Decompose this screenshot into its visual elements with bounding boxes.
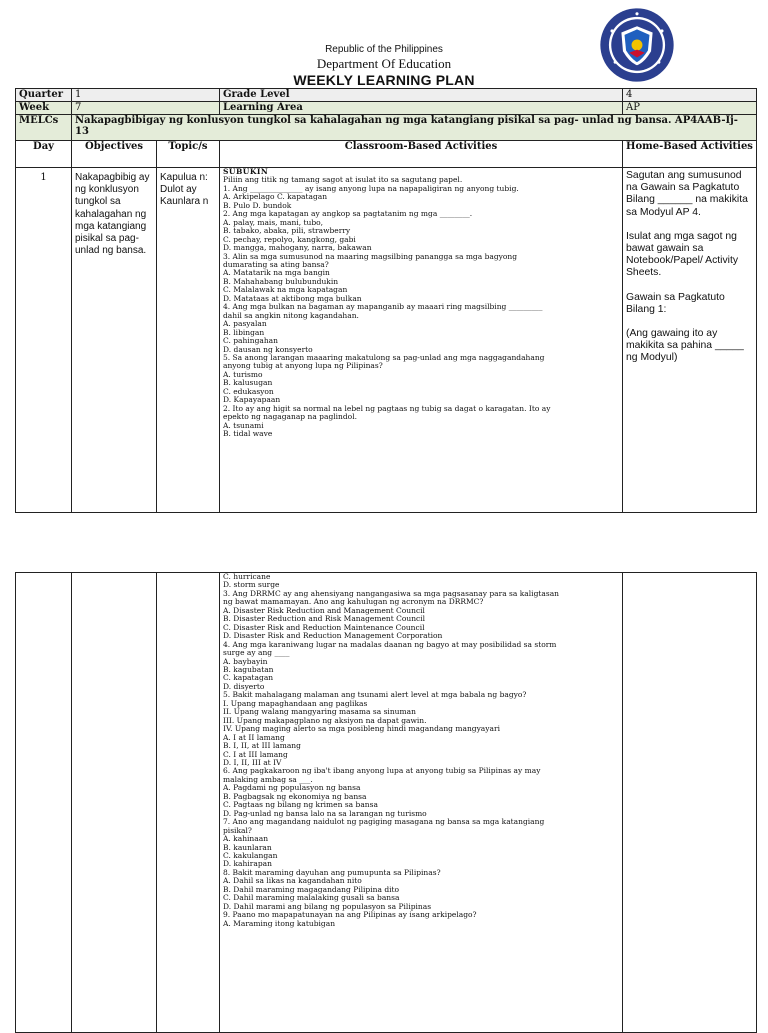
activity-line: A. tsunami (223, 420, 264, 430)
activity-line: C. I at III lamang (223, 749, 288, 759)
home-instruction: (Ang gawaing ito ay makikita sa pahina _____ ng Modyul) (626, 328, 744, 364)
department-line: Department Of Education (316, 56, 452, 71)
home-activities (623, 168, 757, 513)
activity-line: B. Disaster Reduction and Risk Management Council (223, 614, 426, 624)
activity-line: D. dausan ng konsyerto (223, 344, 313, 354)
activity-line: D. Dahil marami ang bilang ng populasyon sa Pilipinas (223, 901, 432, 911)
activity-line: B. Pagbagsak ng ekonomiya ng bansa (223, 791, 367, 801)
activity-line: 1. Ang ______________ ay isang anyong lupa na napapaligiran ng anyong tubig. (223, 183, 519, 193)
classroom-activities-continued (220, 573, 623, 1033)
home-instruction: Gawain sa Pagkatuto Bilang 1: (626, 291, 725, 315)
week-label: Week (16, 102, 72, 115)
activity-line: 8. Bakit maraming dayuhan ang pumupunta sa Pilipinas? (223, 867, 441, 877)
col-day: Day (16, 141, 72, 168)
activity-line: IV. Upang maging alerto sa mga posibleng hindi magandang mangyayari (223, 724, 500, 734)
activity-line: dahil sa angkin nitong kagandahan. (223, 310, 359, 320)
activity-line: ng bawat mamamayan. Ano ang kahulugan ng acronym na DRRMC? (223, 597, 484, 607)
quarter-value: 1 (72, 89, 220, 102)
activity-line: epekto ng nagaganap na paglindol. (223, 412, 357, 422)
activity-line: C. pahingahan (223, 336, 278, 346)
activity-line: C. Malalawak na mga kapatagan (223, 285, 348, 295)
table-row (16, 168, 757, 513)
weekly-plan-table (15, 88, 757, 513)
col-objectives: Objectives (72, 141, 157, 168)
week-value: 7 (72, 102, 220, 115)
activity-line: B. I, II, at III lamang (223, 741, 301, 751)
activity-line: C. edukasyon (223, 386, 274, 396)
activity-line: D. storm surge (223, 580, 280, 590)
activity-line: D. I, II, III at IV (223, 757, 282, 767)
weekly-plan-table-continued (15, 572, 757, 1033)
activity-line: D. mangga, mahogany, narra, bakawan (223, 243, 372, 253)
grade-label: Grade Level (220, 89, 623, 102)
activity-line: 4. Ang mga karaniwang lugar na madalas daanan ng bagyo at may posibilidad sa storm (223, 639, 557, 649)
table-row (16, 573, 757, 1033)
home-instruction: Isulat ang mga sagot ng bawat gawain sa Notebook/Papel/ Activity Sheets. (626, 230, 739, 279)
activity-line: C. kapatagan (223, 673, 274, 683)
activity-line: A. palay, mais, mani, tubo, (223, 217, 324, 227)
activity-line: D. kahirapan (223, 859, 272, 869)
activity-line: B. kaunlaran (223, 842, 272, 852)
col-home: Home-Based Activities (623, 141, 757, 168)
activity-line: 7. Ano ang magandang naidulot ng pagiging masagana ng bansa sa mga katangiang (223, 817, 545, 827)
topic-cell-empty (157, 573, 220, 1033)
activity-line: 2. Ang mga kapatagan ay angkop sa pagtatanim ng mga ________. (223, 209, 473, 219)
republic-line: Republic of the Philippines (325, 44, 443, 55)
day-number: 1 (16, 168, 72, 513)
activity-line: A. Maraming itong katubigan (223, 918, 336, 928)
activity-line: A. Dahil sa likas na kagandahan nito (223, 876, 362, 886)
melcs-label: MELCs (16, 115, 72, 141)
activity-line: pisikal? (223, 825, 252, 835)
activity-line: III. Upang makapagplano ng aksiyon na dapat gawin. (223, 715, 427, 725)
activity-line: A. baybayin (223, 656, 268, 666)
activity-line: A. kahinaan (223, 834, 269, 844)
area-value: AP (623, 102, 757, 115)
activity-line: A. I at II lamang (223, 732, 285, 742)
activity-line: D. Disaster Risk and Reduction Management Corporation (223, 631, 443, 641)
home-cell-empty (623, 573, 757, 1033)
activity-line: D. Matataas at aktibong mga bulkan (223, 293, 362, 303)
activity-line: A. Matatarik na mga bangin (223, 268, 330, 278)
activity-line: malaking ambag sa ___. (223, 774, 313, 784)
activity-line: B. Mahahabang bulubundukin (223, 276, 339, 286)
activity-line: A. turismo (223, 369, 263, 379)
topic-cell: Kapulua n: Dulot ay Kaunlara n (157, 168, 220, 513)
objectives-cell-empty (72, 573, 157, 1033)
col-topics: Topic/s (157, 141, 220, 168)
activity-line: B. kagubatan (223, 664, 274, 674)
activity-line: B. kalusugan (223, 378, 273, 388)
activity-line: C. Disaster Risk and Reduction Maintenance Council (223, 622, 425, 632)
activity-line: C. hurricane (223, 572, 271, 581)
objectives-cell: Nakapagbibig ay ng konklusyon tungkol sa kahalagahan ng mga katangiang pisikal sa pag-unlad ng bansa. (72, 168, 157, 513)
activity-line: Piliin ang titik ng tamang sagot at isulat ito sa sagutang papel. (223, 175, 463, 185)
activity-line: B. tidal wave (223, 429, 273, 439)
activity-line: B. tabako, abaka, pili, strawberry (223, 226, 351, 236)
activity-line: D. disyerto (223, 681, 265, 691)
activity-line: C. Dahil maraming malalaking gusali sa bansa (223, 893, 400, 903)
activity-line: D. Kapayapaan (223, 395, 281, 405)
activity-line: II. Upang walang mangyaring masama sa sinuman (223, 707, 416, 717)
classroom-activities (220, 168, 623, 513)
document-title: WEEKLY LEARNING PLAN (293, 72, 475, 88)
quarter-label: Quarter (16, 89, 72, 102)
activity-line: A. pasyalan (223, 319, 267, 329)
activity-line: I. Upang mapaghandaan ang paglikas (223, 698, 368, 708)
activity-line: anyong tubig at anyong lupa ng Pilipinas? (223, 361, 383, 371)
activity-line: A. Arkipelago C. kapatagan (223, 192, 328, 202)
activity-line: B. Dahil maraming magagandang Pilipina dito (223, 884, 400, 894)
grade-value: 4 (623, 89, 757, 102)
activity-line: 9. Paano mo mapapatunayan na ang Pilipinas ay isang arkipelago? (223, 910, 477, 920)
subukin-heading: SUBUKIN (223, 167, 269, 176)
area-label: Learning Area (220, 102, 623, 115)
activity-line: B. Pulo D. bundok (223, 200, 292, 210)
activity-line: 3. Alin sa mga sumusunod na maaring magsilbing panangga sa mga bagyong (223, 251, 518, 261)
activity-line: surge ay ang ____ (223, 648, 290, 658)
activity-line: B. libingan (223, 327, 265, 337)
activity-line: C. Pagtaas ng bilang ng krimen sa bansa (223, 800, 378, 810)
day-cell-empty (16, 573, 72, 1033)
activity-line: A. Disaster Risk Reduction and Management Council (223, 605, 425, 615)
activity-line: 5. Bakit mahalagang malaman ang tsunami alert level at mga babala ng bagyo? (223, 690, 527, 700)
activity-line: A. Pagdami ng populasyon ng bansa (223, 783, 361, 793)
activity-line: C. pechay, repolyo, kangkong, gabi (223, 234, 356, 244)
activity-line: 5. Sa anong larangan maaaring makatulong sa pag-unlad ang mga naggagandahang (223, 352, 545, 362)
activity-line: 2. Ito ay ang higit sa normal na lebel ng pagtaas ng tubig sa dagat o karagatan. Ito ay (223, 403, 551, 413)
deped-seal-icon (598, 6, 676, 84)
home-instruction: Sagutan ang sumusunod na Gawain sa Pagkatuto Bilang ______ na makikita sa Modyul AP 4. (626, 170, 748, 218)
col-classroom: Classroom-Based Activities (220, 141, 623, 168)
activity-line: 6. Ang pagkakaroon ng iba't ibang anyong lupa at anyong tubig sa Pilipinas ay may (223, 766, 541, 776)
activity-line: 4. Ang mga bulkan na bagaman ay mapanganib ay maaari ring magsilbing _________ (223, 302, 543, 312)
activity-line: D. Pag-unlad ng bansa lalo na sa larangan ng turismo (223, 808, 427, 818)
activity-line: C. kakulangan (223, 850, 278, 860)
melcs-text: Nakapagbibigay ng konlusyon tungkol sa kahalagahan ng mga katangiang pisikal sa pag- unlad ng bansa. AP4AAB-Ij- 13 (72, 115, 757, 141)
activity-line: 3. Ang DRRMC ay ang ahensiyang nangangasiwa sa mga pagsasanay para sa kaligtasan (223, 588, 560, 598)
activity-line: dumarating sa ating bansa? (223, 259, 329, 269)
